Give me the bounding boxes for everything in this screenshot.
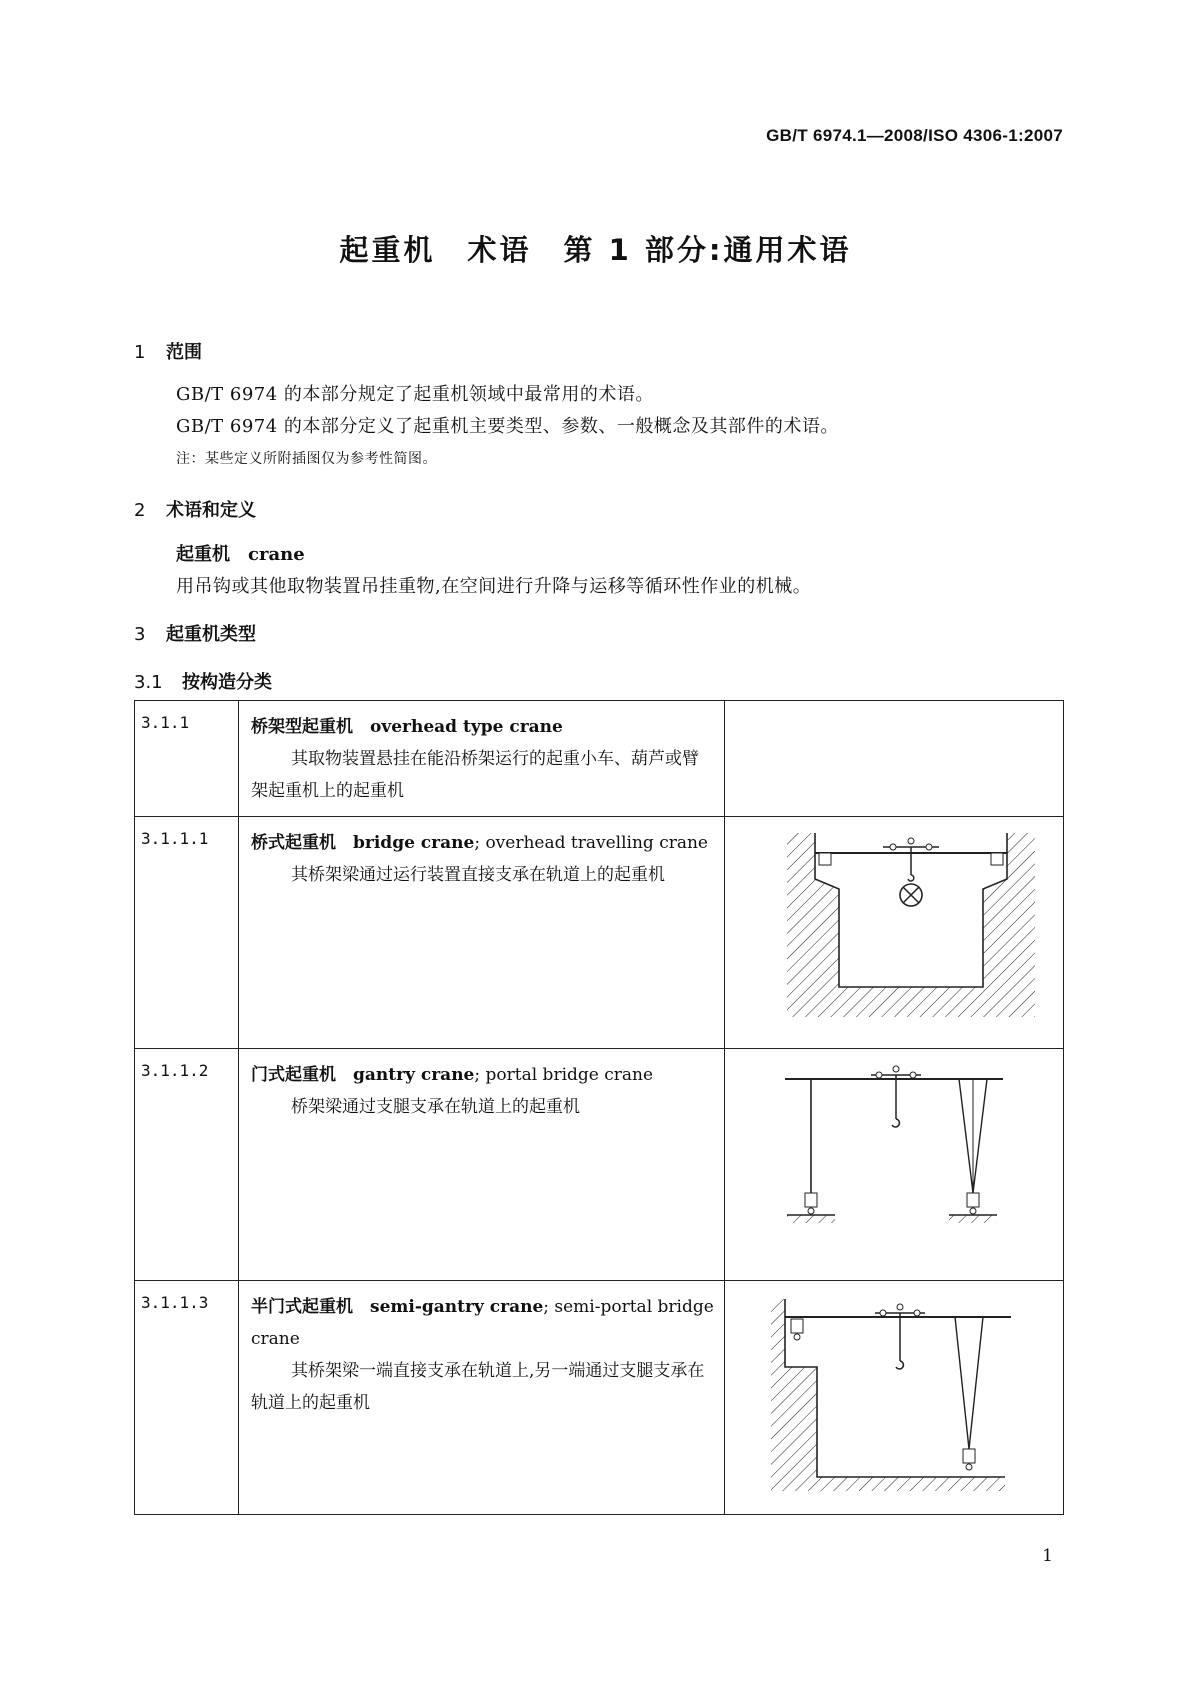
- term-zh: 半门式起重机: [251, 1297, 353, 1317]
- section-number: 2: [134, 500, 146, 521]
- page-number: 1: [1042, 1546, 1053, 1566]
- figure-cell-empty: [725, 701, 1064, 817]
- section-title: 起重机类型: [166, 624, 256, 645]
- section-3-heading: [134, 620, 256, 646]
- term-en: bridge crane: [353, 833, 475, 853]
- term-alt: ; semi-portal bridge crane: [251, 1297, 714, 1349]
- term-alt: ; overhead travelling crane: [474, 833, 708, 853]
- table-row: [135, 701, 1064, 817]
- bridge-crane-diagram: [725, 817, 1061, 1049]
- term-zh: 门式起重机: [251, 1065, 336, 1085]
- gantry-crane-diagram: [725, 1049, 1061, 1281]
- figure-cell: [725, 1049, 1064, 1281]
- term-number: 3.1.1.2: [135, 1049, 239, 1281]
- section-title: 按构造分类: [182, 672, 272, 693]
- term-text: [239, 817, 725, 1049]
- section-title: 范围: [166, 342, 202, 363]
- section-number: 3: [134, 624, 146, 645]
- table-row: [135, 1049, 1064, 1281]
- semi-gantry-crane-diagram: [725, 1281, 1061, 1515]
- term-alt: ; portal bridge crane: [474, 1065, 654, 1085]
- term-zh: 桥式起重机: [251, 833, 336, 853]
- term-definition: 其桥架梁通过运行装置直接支承在轨道上的起重机: [291, 865, 665, 885]
- term-definition: 桥架梁通过支腿支承在轨道上的起重机: [291, 1097, 580, 1117]
- term-text: [239, 1281, 725, 1515]
- term-en: overhead type crane: [370, 717, 563, 737]
- term-definition: 其取物装置悬挂在能沿桥架运行的起重小车、葫芦或臂架起重机上的起重机: [251, 749, 699, 801]
- term-number: 3.1.1: [135, 701, 239, 817]
- crane-definition: 用吊钩或其他取物装置吊挂重物,在空间进行升降与运移等循环性作业的机械。: [176, 576, 812, 597]
- table-row: [135, 817, 1064, 1049]
- term-number: 3.1.1.1: [135, 817, 239, 1049]
- scope-note: 注：某些定义所附插图仅为参考性简图。: [176, 451, 437, 467]
- term-zh: 桥架型起重机: [251, 717, 353, 737]
- term-en: semi-gantry crane: [370, 1297, 544, 1317]
- term-number: 3.1.1.3: [135, 1281, 239, 1515]
- document-title: 起重机 术语 第 1 部分:通用术语: [339, 233, 852, 267]
- figure-cell: [725, 817, 1064, 1049]
- section-title: 术语和定义: [166, 500, 256, 521]
- term-text: [239, 1049, 725, 1281]
- scope-paragraph-2: GB/T 6974 的本部分定义了起重机主要类型、参数、一般概念及其部件的术语。: [176, 416, 839, 437]
- section-number: 1: [134, 342, 146, 363]
- term-en: gantry crane: [353, 1065, 475, 1085]
- scope-paragraph-1: GB/T 6974 的本部分规定了起重机领域中最常用的术语。: [176, 384, 654, 405]
- standard-code: GB/T 6974.1—2008/ISO 4306-1:2007: [766, 126, 1063, 145]
- table-row: [135, 1281, 1064, 1515]
- term-en: crane: [248, 544, 305, 565]
- term-text: [239, 701, 725, 817]
- section-1-heading: [134, 338, 202, 364]
- section-2-heading: [134, 496, 256, 522]
- section-3-1-heading: [134, 668, 272, 694]
- term-definition: 其桥架梁一端直接支承在轨道上,另一端通过支腿支承在轨道上的起重机: [251, 1361, 705, 1413]
- term-zh: 起重机: [176, 544, 230, 565]
- terms-table: [134, 700, 1064, 1515]
- section-number: 3.1: [134, 672, 163, 693]
- crane-term: [176, 540, 305, 566]
- figure-cell: [725, 1281, 1064, 1515]
